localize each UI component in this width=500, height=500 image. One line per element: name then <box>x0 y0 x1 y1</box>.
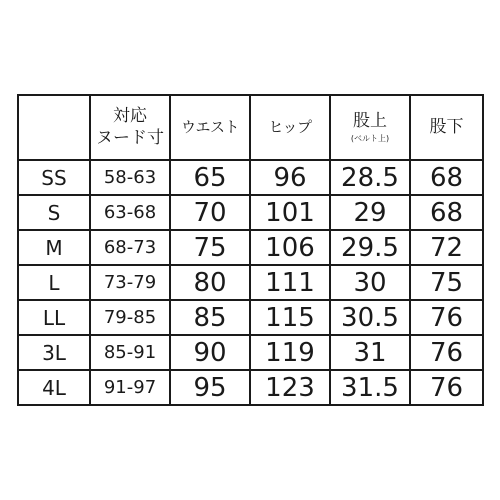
cell-size: SS <box>18 160 90 195</box>
header-row <box>18 95 483 160</box>
cell-nude-range: 63-68 <box>90 195 170 230</box>
cell-hip: 115 <box>250 300 330 335</box>
cell-nude-range: 68-73 <box>90 230 170 265</box>
cell-rise: 29 <box>330 195 410 230</box>
header-rise <box>330 95 410 160</box>
cell-hip: 101 <box>250 195 330 230</box>
cell-nude-range: 79-85 <box>90 300 170 335</box>
cell-size: LL <box>18 300 90 335</box>
cell-hip: 123 <box>250 370 330 405</box>
cell-inseam: 72 <box>410 230 483 265</box>
cell-waist: 95 <box>170 370 250 405</box>
table-row <box>18 300 483 335</box>
cell-waist: 70 <box>170 195 250 230</box>
cell-rise: 30.5 <box>330 300 410 335</box>
size-chart-table <box>17 94 484 406</box>
cell-waist: 75 <box>170 230 250 265</box>
header-nude-size <box>90 95 170 160</box>
cell-size: L <box>18 265 90 300</box>
cell-hip: 119 <box>250 335 330 370</box>
cell-nude-range: 58-63 <box>90 160 170 195</box>
cell-waist: 80 <box>170 265 250 300</box>
cell-hip: 96 <box>250 160 330 195</box>
header-size <box>18 95 90 160</box>
cell-size: S <box>18 195 90 230</box>
table-row <box>18 265 483 300</box>
table-row <box>18 335 483 370</box>
cell-waist: 90 <box>170 335 250 370</box>
header-nude-line2: ヌード寸 <box>96 127 164 148</box>
header-hip: ヒップ <box>250 95 330 160</box>
cell-inseam: 68 <box>410 160 483 195</box>
cell-nude-range: 85-91 <box>90 335 170 370</box>
table-row <box>18 230 483 265</box>
cell-inseam: 76 <box>410 370 483 405</box>
header-nude-line1: 対応 <box>113 106 147 127</box>
cell-size: 4L <box>18 370 90 405</box>
cell-inseam: 76 <box>410 300 483 335</box>
cell-inseam: 68 <box>410 195 483 230</box>
cell-hip: 106 <box>250 230 330 265</box>
cell-inseam: 75 <box>410 265 483 300</box>
cell-waist: 85 <box>170 300 250 335</box>
cell-waist: 65 <box>170 160 250 195</box>
cell-rise: 31.5 <box>330 370 410 405</box>
header-rise-label: 股上 <box>353 111 387 132</box>
cell-nude-range: 91-97 <box>90 370 170 405</box>
header-rise-note: (ベルト上) <box>350 134 390 144</box>
cell-rise: 30 <box>330 265 410 300</box>
header-waist: ウエスト <box>170 95 250 160</box>
cell-rise: 28.5 <box>330 160 410 195</box>
cell-inseam: 76 <box>410 335 483 370</box>
cell-rise: 31 <box>330 335 410 370</box>
cell-size: M <box>18 230 90 265</box>
cell-nude-range: 73-79 <box>90 265 170 300</box>
table-row <box>18 160 483 195</box>
header-inseam: 股下 <box>410 95 483 160</box>
cell-size: 3L <box>18 335 90 370</box>
table-row <box>18 370 483 405</box>
cell-rise: 29.5 <box>330 230 410 265</box>
table-row <box>18 195 483 230</box>
cell-hip: 111 <box>250 265 330 300</box>
